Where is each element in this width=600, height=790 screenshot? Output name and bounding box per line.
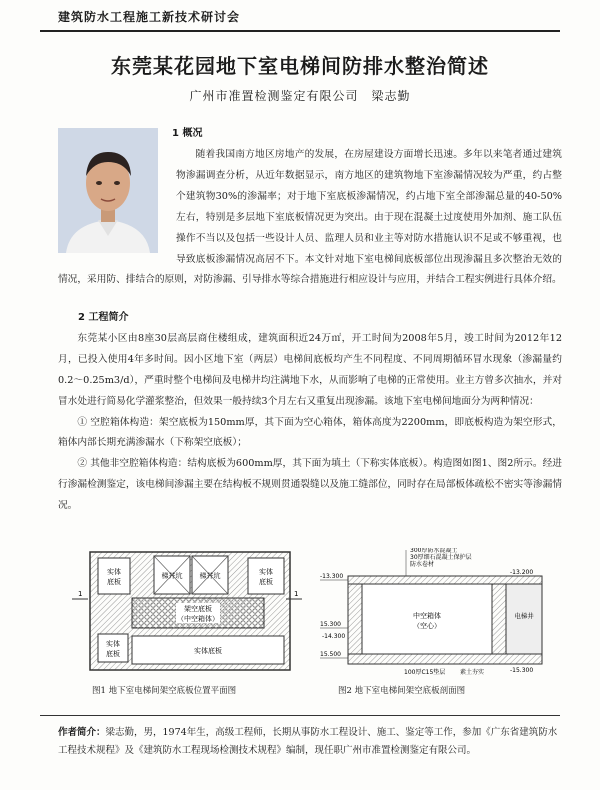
svg-text:底板: 底板 [259, 578, 273, 586]
author-bio-label: 作者简介： [58, 727, 106, 738]
author-bio-text: 梁志勤，男，1974年生，高级工程师，长期从事防水工程设计、施工、鉴定等工作，参加《广东省建筑防水工程技术规程》及《建筑防水工程现场检测技术规程》编制，现任职广州市准置检测鉴定有限公司。 [58, 727, 558, 756]
fig2-elev-4: -14.300 [322, 633, 346, 640]
fig2-note-2: 30厚细石混凝土保护层 [410, 554, 472, 561]
fig1-lift-label-b: 梯井坑 [199, 572, 221, 580]
svg-text:实体: 实体 [106, 640, 120, 648]
svg-text:（空心）: （空心） [413, 622, 441, 630]
fig2-note-3: 防水卷材 [410, 561, 435, 568]
fig2-note-4: 100厚C15垫层 [404, 669, 446, 676]
footer-rule [40, 715, 560, 716]
fig2-lift-label: 电梯井 [514, 612, 534, 620]
header-rule [40, 30, 560, 32]
fig1-section-mark-right: 1 [294, 590, 299, 598]
figure-1-caption: 图1 地下室电梯间架空底板位置平面图 [92, 686, 237, 696]
svg-text:实体底板: 实体底板 [194, 647, 222, 655]
fig2-note-5: 素土夯实 [460, 669, 485, 676]
svg-text:实体: 实体 [259, 568, 273, 576]
para-project: 东莞某小区由8座30层高层商住楼组成，建筑面积近24万㎡，开工时间为2008年5月，竣工时间为2012年12月，已投入使用4年多时间。因小区地下室（两层）电梯间底板均产生不同程度、不同周期循环冒水现象（渗漏量约0.2～0.25m3/d），严重时整个电梯间及电梯井均注满地下水，从而影响了电梯的正常使用。业主方曾多次抽水，并对冒水处进行简易化学灌浆整治，但效果一般持续3个月左右又重复出现渗漏。该地下室电梯间地面分为两种情况： [58, 332, 562, 407]
author-bio [58, 724, 558, 760]
fig1-lift-label-a: 梯井坑 [161, 572, 183, 580]
para-condition-1: ① 空腔箱体构造：架空底板为150mm厚，其下面为空心箱体，箱体高度为2200mm，即底板构造为架空形式，箱体内部长期充满渗漏水（下称架空底板）； [58, 416, 562, 449]
fig2-elev-6: -15.300 [510, 667, 534, 674]
fig2-elev-2: -13.200 [510, 569, 534, 576]
section-1-heading: 1 概况 [172, 128, 203, 139]
figure-1-plan [72, 548, 302, 678]
figure-2-section [320, 548, 550, 678]
section-2-heading: 2 工程简介 [78, 312, 129, 323]
svg-text:底板: 底板 [107, 578, 121, 586]
fig1-hollow-label: 架空底板 [184, 605, 212, 613]
para-overview: 随着我国南方地区房地产的发展，在房屋建设方面增长迅速。多年以来笔者通过建筑物渗漏调查分析，从近年数据显示，南方地区的建筑物地下室渗漏情况较为严重，约占整个建筑物30%的渗漏率；对于地下室底板渗漏情况，约占地下室全部渗漏总量的40-50%左右，特别是多层地下室底板情况更为突出。由于现在混凝土过度使用外加剂、施工队伍操作不当以及包括一些设计人员、监理人员和业主等对防水措施认识不足或不够重视，也导致底板渗漏情况高居不下。本文针对地下室电梯间底板部位出现渗漏且多次整治无效的情况，采用防、排结合的原则，对防渗漏、引导排水等综合措施进行相应设计与应用，并结合工程实例进行具体介绍。 [58, 149, 562, 286]
fig2-elev-1: -13.300 [320, 573, 344, 580]
fig2-elev-5: 15.500 [320, 651, 341, 658]
svg-text:底板: 底板 [106, 650, 120, 658]
author-line: 广州市准置检测鉴定有限公司 梁志勤 [189, 89, 411, 103]
fig2-elev-3: 15.300 [320, 621, 341, 628]
para-condition-2: ② 其他非空腔箱体构造：结构底板为600mm厚，其下面为填土（下称实体底板）。构造图如图1、图2所示。经进行渗漏检测鉴定，该电梯间渗漏主要在结构板不规则贯通裂缝以及施工缝部位，同时存在局部板体疏松不密实等渗漏情况。 [58, 458, 562, 512]
paper-title: 东莞某花园地下室电梯间防排水整治简述 [111, 54, 489, 78]
fig2-note-1: 300厚防水混凝土 [410, 548, 458, 554]
conference-header: 建筑防水工程施工新技术研讨会 [58, 10, 241, 24]
fig1-section-mark-left: 1 [78, 590, 83, 598]
svg-text:中空箱体: 中空箱体 [413, 612, 441, 620]
fig1-solid-label: 实体 [107, 568, 121, 576]
svg-text:（中空箱体）: （中空箱体） [177, 615, 219, 623]
figure-2-caption: 图2 地下室电梯间架空底板剖面图 [338, 686, 466, 696]
